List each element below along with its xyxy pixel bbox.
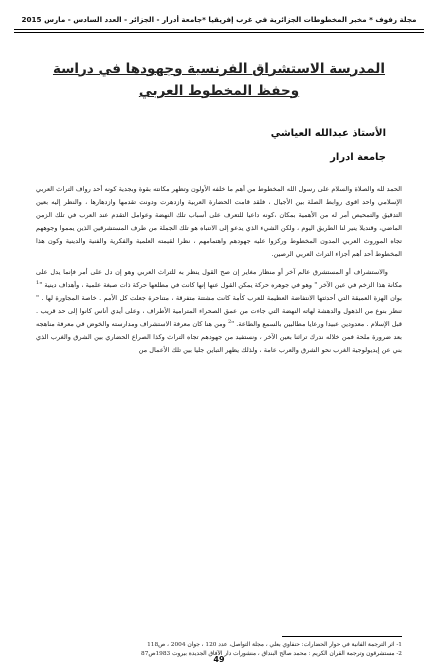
footnote-2: 2- مستشرقون وترجمة القرآن الكريم : محمد صالح البنداق ، منشورات دار الآفاق الجديدة بيروت 1983ص87 (141, 651, 402, 657)
paragraph-text-a: والاستشراف أو المستشرق عالم آخر أو منظار مغاير إن صح القول ينظر به للتراث العربي وهو إن دل على أمر فإنما يدل على مكانة هذا الزخم في عين الآخر " وهو في جوهره حركة يمكن القول عنها إنها كانت في مطلعها حركة ذات صبغة علمية ، وأهداف دينية " (36, 267, 402, 289)
paragraph-orientalism (36, 266, 402, 358)
header-divider-thin (14, 32, 424, 33)
article-title (40, 58, 398, 102)
article-title-line-1: المدرسة الاستشراق الفرنسية وجهودها في دراسة (52, 61, 386, 77)
paragraph-text-c: ومن هنا كان معرفة الاستشراف ومدارسته والخوض في معرفة مناهجه بعد ضرورة ملحة فمن خلاله ندرك تراثنا بعين الآخر ، ونستفيد من جهودهم تجاه التراث وكذا الصراع الحضاري بين الشرق والغرب الذي بني عن إيديولوجية الغرب نحو الشرق والعرب عامة ، ولذلك يظهر التباين جليا بين تلك الأعمال من (36, 319, 402, 355)
footnote-divider (282, 636, 402, 637)
author-affiliation: جامعة ادرار (330, 152, 386, 163)
author-name: الأستاذ عبدالله العياشي (270, 128, 386, 139)
article-title-line-2: وحفظ المخطوط العربي (138, 83, 300, 99)
paragraph-text-b: بوان الهزة العميقة التي أحدثتها الانتفاضة العظيمة للعرب كأمة كانت مشتتة متفرقة ، متناحرة جعلت كل الأمم . خاصة المجاورة لها . " تنظر بنوع من الذهول والدهشة لهاته النهضة التي جاءت من عمق الصحراء المترامية الأطراف ، وعلى أيدي أناس كانوا إلى حد قريب . قبل الإسلام . معدودين عبيدا ورعايا مطالبين بالسمع والطاعة. " (36, 293, 402, 328)
footnote-ref-1[interactable]: 1 (36, 279, 40, 286)
footnote-1: 1- اثر الترجمة الفانية في حوار الحضارات: حنفاوي بعلي ، مجلة التواصل، عدد 120 ، جوان 2004 ، ص118 (147, 642, 402, 648)
page-number: 49 (213, 655, 225, 664)
paragraph-intro: الحمد لله والصلاة والسلام على رسول الله المخطوط من أهم ما خلفه الأولون وتظهر مكانته بقوة وبجدية كونه أحد رواف التراث العربي الإسلامي واحد اقوى روابط الصلة بين الأجيال ، فلقد قامت الحضارة العربية وازدهرت ودونت تقدمها وازدهارها ، والنظر إليه بعين التدقيق والتمحيص أمر له من الأهمية بمكان ،كونه داعيا للتعرف على أسباب تلك النهضة وعوامل التقدم عند العرب في تلك الزمن الماضي، وقنديلا ينير لنا الطريق اليوم ، ولكن الشيء الذي يدعو إلى الانتباه هو تلك الجملة من طرف المستشرقين الذين يمموا وجوههم تجاه الموروث العربي المدون المخطوط وركزوا عليه جهودهم واهتمامهم ، نظرا لقيمته العلمية والفكرية والفنية والدينية وكون هذا المخطوط أحد أهم أجزاء التراث العربي الرصين. (36, 185, 402, 259)
header-divider (14, 29, 424, 30)
article-body (36, 183, 402, 361)
footnote-ref-2[interactable]: 2 (227, 318, 232, 325)
journal-header: مجلة رفوف * مخبر المخطوطات الجزائرية في غرب إفريقيا *جامعة أدرار - الجزائر - العدد السادس - مارس 2015 (21, 15, 417, 24)
